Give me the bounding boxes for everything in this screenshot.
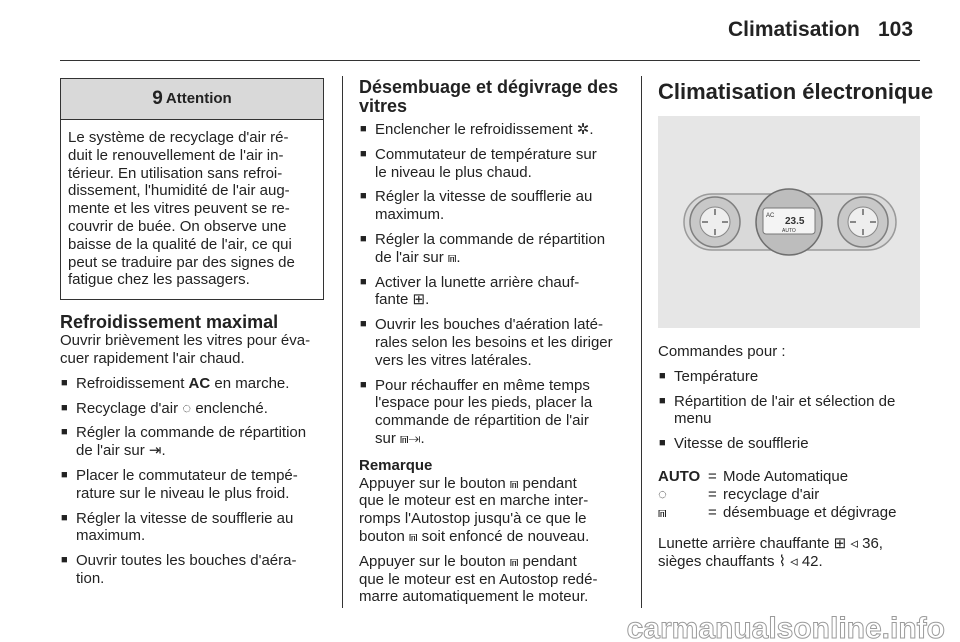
warning-line: Le système de recyclage d'air ré- xyxy=(68,129,289,146)
cross-reference xyxy=(658,535,920,571)
list-item-text: ■ Régler la commande de répartition xyxy=(76,424,307,442)
list-item-text: ■ Régler la vitesse de soufflerie au xyxy=(375,188,593,206)
list-item-text: de l'air sur ⇥. xyxy=(76,442,166,460)
warning-text xyxy=(61,120,323,299)
column-divider xyxy=(641,76,642,608)
definition-desc: recyclage d'air xyxy=(723,485,820,503)
defrost-icon: ⩎ xyxy=(658,503,667,521)
list-item xyxy=(359,231,624,267)
list-item-text: sur ⩎⇥. xyxy=(375,429,425,447)
list-item-text: ■ Pour réchauffer en même temps xyxy=(375,376,590,394)
list-item-text: ■ Régler la commande de répartition xyxy=(375,230,606,248)
list-item-text: maximum. xyxy=(76,527,146,545)
list-item-text: rales selon les besoins et les diriger xyxy=(375,333,613,351)
note-line: que le moteur est en marche inter- xyxy=(359,492,589,510)
warning-line: peut se traduire par des signes de xyxy=(68,253,295,271)
list-item-text: ■ Régler la vitesse de soufflerie au xyxy=(76,509,294,527)
list-item xyxy=(60,375,325,393)
column-middle xyxy=(359,78,624,606)
warning-line: mente et les vitres peuvent se re- xyxy=(68,200,290,218)
list-item xyxy=(658,368,920,386)
display-temperature: 23.5 xyxy=(785,216,805,227)
note-paragraph xyxy=(359,475,624,546)
list-item-text: maximum. xyxy=(375,206,445,224)
definition-desc: Mode Automatique xyxy=(723,467,849,485)
defog-steps xyxy=(359,121,624,448)
climate-panel-illustration xyxy=(658,116,920,328)
warning-header xyxy=(61,79,323,120)
intro-line: cuer rapidement l'air chaud. xyxy=(60,349,245,367)
list-item-text: en marche. xyxy=(210,374,290,392)
note-line: romps l'Autostop jusqu'à ce que le xyxy=(359,510,587,528)
list-item-text: ■ Vitesse de soufflerie xyxy=(674,435,809,453)
display-ac-label: AC xyxy=(766,213,775,219)
max-cooling-steps xyxy=(60,375,325,588)
list-item-text: ■ Commutateur de température sur xyxy=(375,145,597,163)
list-item-text: ■ Placer le commutateur de tempé- xyxy=(76,466,298,484)
list-item-text: ■ Ouvrir les bouches d'aération laté- xyxy=(375,316,603,334)
column-divider xyxy=(342,76,343,608)
symbol-definitions xyxy=(658,468,920,521)
note-line: Appuyer sur le bouton ⩎ pendant xyxy=(359,474,577,492)
list-item xyxy=(658,393,920,429)
header-divider xyxy=(60,60,920,61)
commands-intro: Commandes pour : xyxy=(658,343,786,360)
warning-line: dissement, l'humidité de l'air aug- xyxy=(68,182,290,200)
list-item xyxy=(658,435,920,453)
list-item xyxy=(359,316,624,369)
warning-box xyxy=(60,78,324,300)
title-line: Désembuage et dégivrage des xyxy=(359,77,619,97)
list-item-text: de l'air sur ⩎. xyxy=(375,248,461,266)
intro-line: Ouvrir brièvement les vitres pour éva- xyxy=(60,332,311,350)
list-item-text: ■ Température xyxy=(674,367,759,385)
note-line: Appuyer sur le bouton ⩎ pendant xyxy=(359,552,577,570)
note-title: Remarque xyxy=(359,456,433,474)
commands-list xyxy=(658,368,920,453)
column-left xyxy=(60,78,325,588)
list-item-text: ■ Ouvrir toutes les bouches d'aéra- xyxy=(76,552,297,570)
note-line: bouton ⩎ soit enfoncé de nouveau. xyxy=(359,527,590,545)
list-item xyxy=(359,377,624,448)
section-title-max-cooling: Refroidissement maximal xyxy=(60,312,279,333)
note-paragraph xyxy=(359,553,624,606)
page-header-title: Climatisation xyxy=(728,18,860,41)
definition-term-auto: AUTO xyxy=(658,467,701,485)
list-item-text: rature sur le niveau le plus froid. xyxy=(76,484,290,502)
list-item-text: ■ Enclencher le refroidissement ✲. xyxy=(375,121,594,138)
title-line: vitres xyxy=(359,96,408,116)
warning-line: baisse de la qualité de l'air, ce qui xyxy=(68,235,292,253)
list-item-text: le niveau le plus chaud. xyxy=(375,163,532,181)
list-item xyxy=(60,424,325,460)
watermark-text: carmanualsonline.info xyxy=(626,612,945,642)
column-right xyxy=(658,78,934,571)
warning-line: térieur. En utilisation sans refroi- xyxy=(68,164,283,182)
list-item xyxy=(359,188,624,224)
definition-separator: = xyxy=(708,503,717,521)
list-item xyxy=(60,552,325,588)
list-item-text: l'espace pour les pieds, placer la xyxy=(375,394,593,412)
list-item-text: menu xyxy=(674,410,712,428)
definition-separator: = xyxy=(708,467,717,485)
warning-line: duit le renouvellement de l'air in- xyxy=(68,146,284,164)
recirculation-icon: ◌ xyxy=(658,485,667,503)
list-item-text: vers les vitres latérales. xyxy=(375,351,532,369)
section-title-defog xyxy=(359,78,624,116)
definition-separator: = xyxy=(708,485,717,503)
display-auto-label: AUTO xyxy=(782,228,796,234)
page-number: 103 xyxy=(878,18,914,41)
list-item xyxy=(60,467,325,503)
list-item-text: commande de répartition de l'air xyxy=(375,412,589,430)
list-item xyxy=(60,400,325,418)
list-item xyxy=(60,510,325,546)
warning-line: fatigue chez les passagers. xyxy=(68,271,250,289)
section-intro xyxy=(60,332,325,368)
note-line: que le moteur est en Autostop redé- xyxy=(359,570,598,588)
cross-reference-line: Lunette arrière chauffante ⊞ ◃ 36, xyxy=(658,535,883,553)
warning-icon: 9 xyxy=(152,88,163,110)
list-item xyxy=(359,274,624,310)
cross-reference-line: sièges chauffants ⌇ ◃ 42. xyxy=(658,553,823,571)
list-item-text: ■ Activer la lunette arrière chauf- xyxy=(375,273,580,291)
list-item-text: Recyclage d'air ◌ enclenché. xyxy=(76,399,268,417)
section-title-electronic-climate: Climatisation électronique xyxy=(658,79,934,104)
list-item-text: tion. xyxy=(76,569,105,587)
list-item xyxy=(359,146,624,182)
list-item-text: Refroidissement xyxy=(76,374,189,392)
definition-desc: désembuage et dégivrage xyxy=(723,503,897,521)
list-item-text: ■ Répartition de l'air et sélection de xyxy=(674,392,896,410)
warning-heading: Attention xyxy=(165,90,232,108)
list-item xyxy=(359,121,624,139)
note-line: marre automatiquement le moteur. xyxy=(359,588,589,606)
warning-line: couvrir de buée. On observe une xyxy=(68,217,287,235)
climate-control-panel-image xyxy=(658,116,920,328)
ac-label: AC xyxy=(188,374,211,392)
list-item-text: fante ⊞. xyxy=(375,291,430,309)
